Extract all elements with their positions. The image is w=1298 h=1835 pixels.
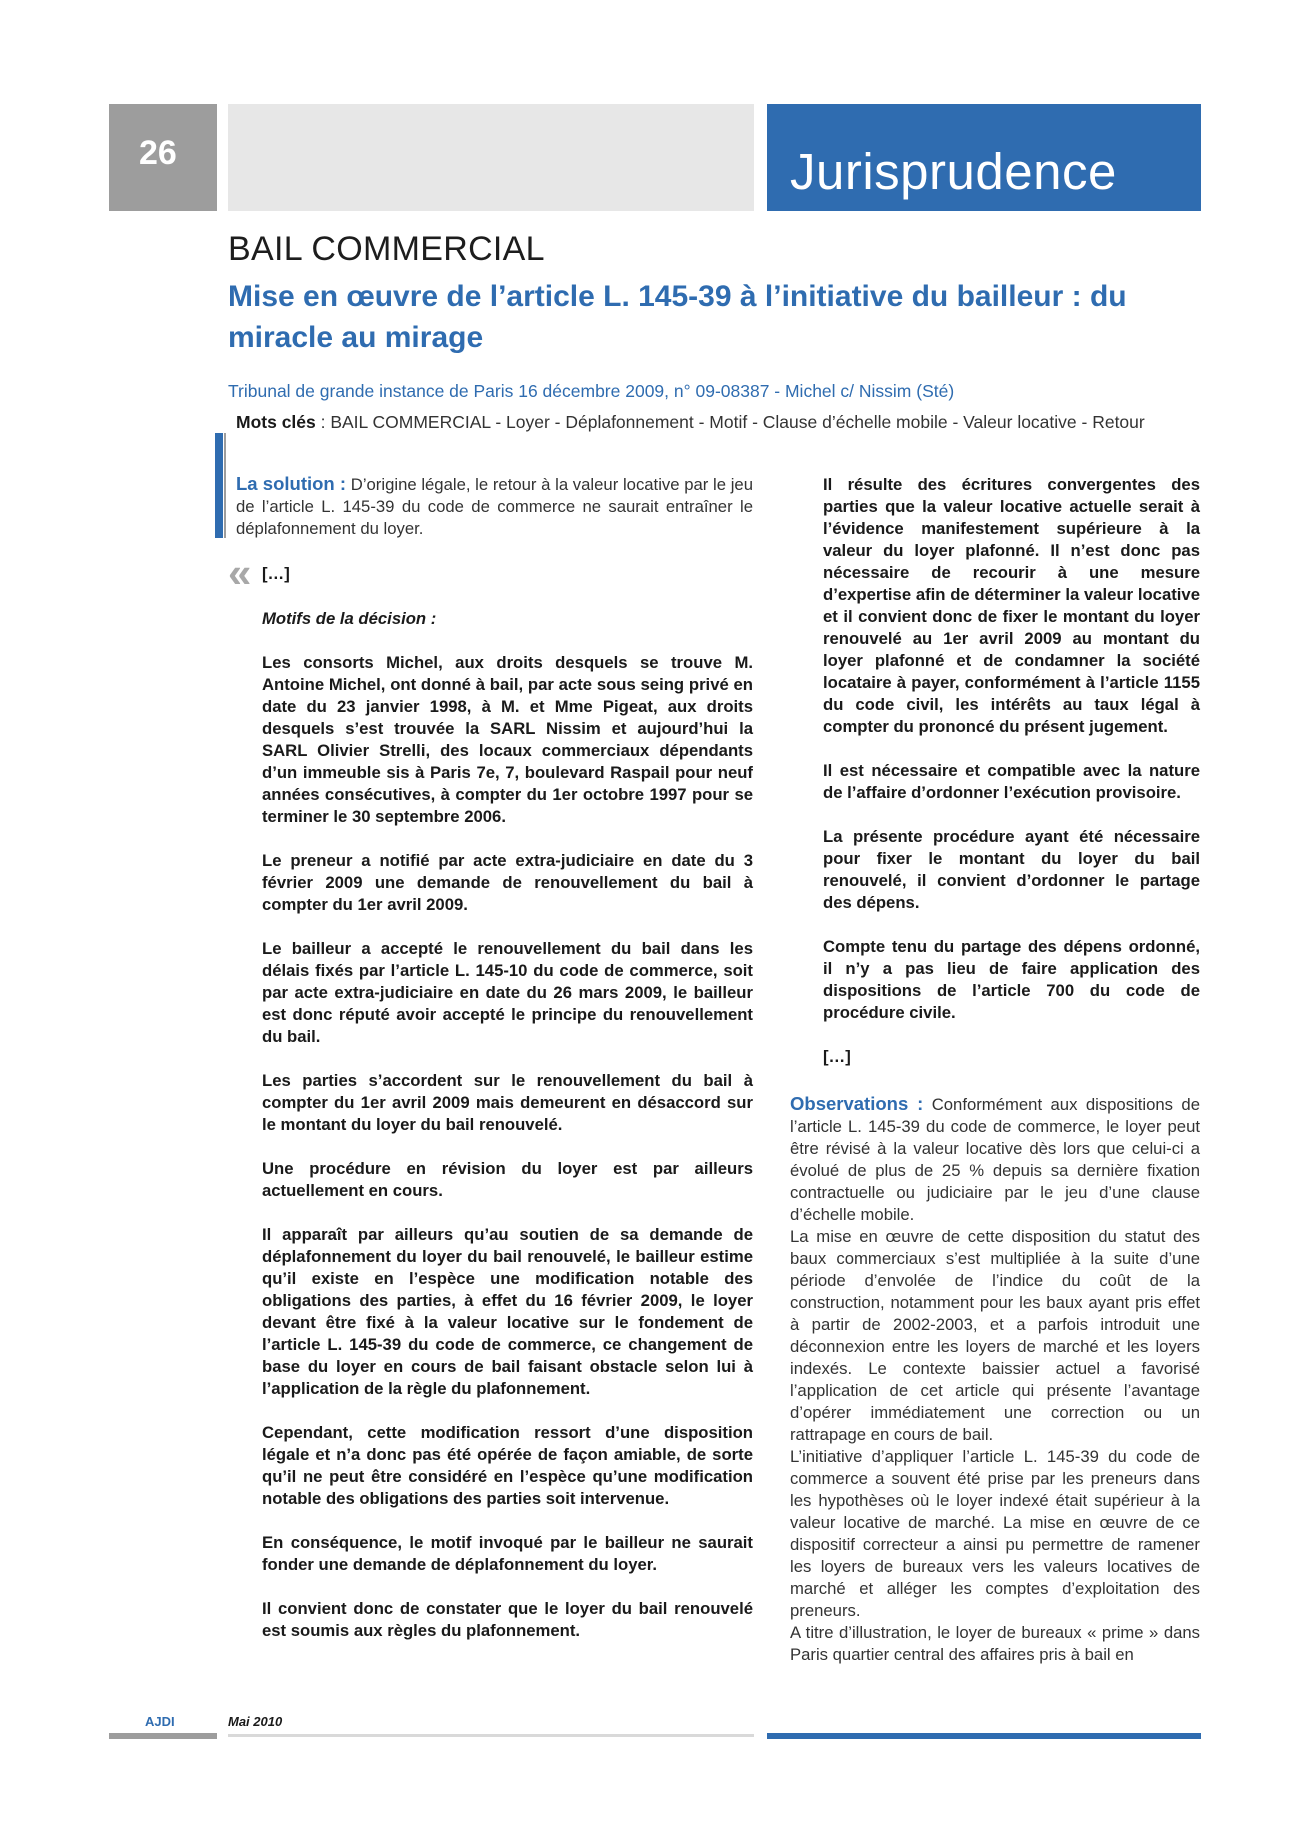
- keywords-line: [236, 412, 1145, 433]
- decision-paragraph: La présente procédure ayant été nécessaire pour fixer le montant du loyer du bail renouvelé, il convient d’ordonner le partage des dépens.: [823, 827, 1200, 912]
- page-number: 26: [139, 134, 177, 172]
- decision-paragraph: Cependant, cette modification ressort d’une disposition légale et n’a donc pas été opérée de façon amiable, de sorte qu’il ne peut être considéré en l’espèce qu’une modification notable des obligations des parties soit intervenue.: [262, 1423, 753, 1508]
- decision-ellipsis: […]: [262, 564, 290, 583]
- observations-text: Conformément aux dispositions de l’article L. 145-39 du code de commerce, le loyer peut être révisé à la valeur locative dès lors que celui-ci a évolué de plus de 25 % depuis sa dernière fixation contractuelle ou judiciaire par le jeu d’une clause d’échelle mobile.: [790, 1095, 1200, 1224]
- observations-paragraph: La mise en œuvre de cette disposition du statut des baux commerciaux s’est multipliée à la suite d’une période d’envolée de l’indice du coût de la construction, notamment pour les baux ayant pris effet à partir de 2002-2003, et a parfois introduit une déconnexion entre les loyers de marché et les loyers indexés. Le contexte baissier actuel a favorisé l’application de cet article qui présente l’avantage d’opérer immédiatement une correction ou un rattrapage en cours de bail.: [790, 1227, 1200, 1444]
- keywords-text: : BAIL COMMERCIAL - Loyer - Déplafonnement - Motif - Clause d’échelle mobile - Valeur locative - Retour: [315, 412, 1145, 432]
- observations-paragraph: [790, 1093, 1200, 1226]
- decision-right-column: [823, 474, 1200, 1090]
- decision-paragraph: […]: [823, 1047, 851, 1066]
- quote-open-icon: «: [228, 549, 252, 596]
- decision-paragraph: Les parties s’accordent sur le renouvellement du bail à compter du 1er avril 2009 mais demeurent en désaccord sur le montant du loyer du bail renouvelé.: [262, 1071, 753, 1134]
- solution-accent-line: [224, 433, 226, 538]
- solution-block: [236, 473, 753, 540]
- keywords-label: Mots clés: [236, 412, 316, 432]
- decision-paragraph: Compte tenu du partage des dépens ordonné, il n’y a pas lieu de faire application des dispositions de l’article 700 du code de procédure civile.: [823, 937, 1200, 1022]
- header-spacer-bar: [228, 104, 754, 211]
- decision-paragraph: Le preneur a notifié par acte extra-judiciaire en date du 3 février 2009 une demande de renouvellement du bail à compter du 1er avril 2009.: [262, 851, 753, 914]
- decision-paragraph: Il est nécessaire et compatible avec la nature de l’affaire d’ordonner l’exécution provisoire.: [823, 761, 1200, 802]
- footer-light-rule: [228, 1734, 754, 1737]
- observations-paragraph: L’initiative d’appliquer l’article L. 145-39 du code de commerce a souvent été prise par les preneurs dans les hypothèses où le loyer indexé était supérieur à la valeur locative de marché. La mise en œuvre de ce dispositif correcteur a ainsi pu permettre de ramener les loyers de bureaux vers les valeurs locatives de marché et alléger les comptes d’exploitation des preneurs.: [790, 1447, 1200, 1620]
- solution-accent-bar: [215, 433, 223, 538]
- solution-text: D’origine légale, le retour à la valeur locative par le jeu de l’article L. 145-39 du code de commerce ne saurait entraîner le déplafonnement du loyer.: [236, 475, 753, 538]
- section-title: Jurisprudence: [790, 143, 1117, 200]
- decision-paragraph: Il apparaît par ailleurs qu’au soutien de sa demande de déplafonnement du loyer du bail renouvelé, le bailleur estime qu’il existe en l’espèce une modification notable des obligations des parties, à effet du 16 février 2009, le loyer devant être fixé à la valeur locative sur le fondement de l’article L. 145-39 du code de commerce, ce changement de base du loyer en cours de bail faisant obstacle selon lui à l’application de la règle du plafonnement.: [262, 1225, 753, 1398]
- footer-grey-rule: [109, 1733, 217, 1739]
- decision-paragraph: En conséquence, le motif invoqué par le bailleur ne saurait fonder une demande de déplafonnement du loyer.: [262, 1533, 753, 1574]
- decision-left-column: [262, 608, 753, 1664]
- journal-name: AJDI: [145, 1714, 175, 1729]
- solution-label: La solution :: [236, 473, 347, 494]
- decision-paragraph: Il résulte des écritures convergentes des parties que la valeur locative actuelle serait à l’évidence manifestement supérieure à la valeur du loyer plafonné. Il n’est donc pas nécessaire de recourir à une mesure d’expertise afin de déterminer la valeur locative et il convient donc de fixer le montant du loyer renouvelé au 1er avril 2009 au montant du loyer plafonné et de condamner la société locataire à payer, conformément à l’article 1155 du code civil, les intérêts au taux légal à compter du prononcé du présent jugement.: [823, 475, 1200, 736]
- decision-paragraph: Le bailleur a accepté le renouvellement du bail dans les délais fixés par l’article L. 145-10 du code de commerce, soit par acte extra-judiciaire en date du 26 mars 2009, le bailleur est donc réputé avoir accepté le principe du renouvellement du bail.: [262, 939, 753, 1046]
- observations-block: [790, 1093, 1200, 1666]
- footer-blue-rule: [767, 1733, 1201, 1739]
- observations-label: Observations :: [790, 1093, 924, 1114]
- decision-paragraph: Il convient donc de constater que le loyer du bail renouvelé est soumis aux règles du plafonnement.: [262, 1599, 753, 1640]
- observations-paragraph: A titre d’illustration, le loyer de bureaux « prime » dans Paris quartier central des affaires pris à bail en: [790, 1623, 1200, 1664]
- issue-date: Mai 2010: [228, 1714, 283, 1729]
- decision-paragraph: Les consorts Michel, aux droits desquels se trouve M. Antoine Michel, ont donné à bail, par acte sous seing privé en date du 23 janvier 1998, à M. et Mme Pigeat, aux droits desquels s’est trouvée la SARL Nissim et aujourd’hui la SARL Olivier Strelli, des locaux commerciaux dépendants d’un immeuble sis à Paris 7e, 7, boulevard Raspail pour neuf années consécutives, à compter du 1er octobre 1997 pour se terminer le 30 septembre 2006.: [262, 653, 753, 826]
- rubric-heading: BAIL COMMERCIAL: [228, 230, 545, 268]
- court-reference: Tribunal de grande instance de Paris 16 décembre 2009, n° 09-08387 - Michel c/ Nissim (Sté): [228, 381, 955, 401]
- motifs-heading: Motifs de la décision :: [262, 609, 437, 628]
- decision-paragraph: Une procédure en révision du loyer est par ailleurs actuellement en cours.: [262, 1159, 753, 1200]
- article-title: Mise en œuvre de l’article L. 145-39 à l’initiative du bailleur : du miracle au mirage: [228, 280, 1127, 354]
